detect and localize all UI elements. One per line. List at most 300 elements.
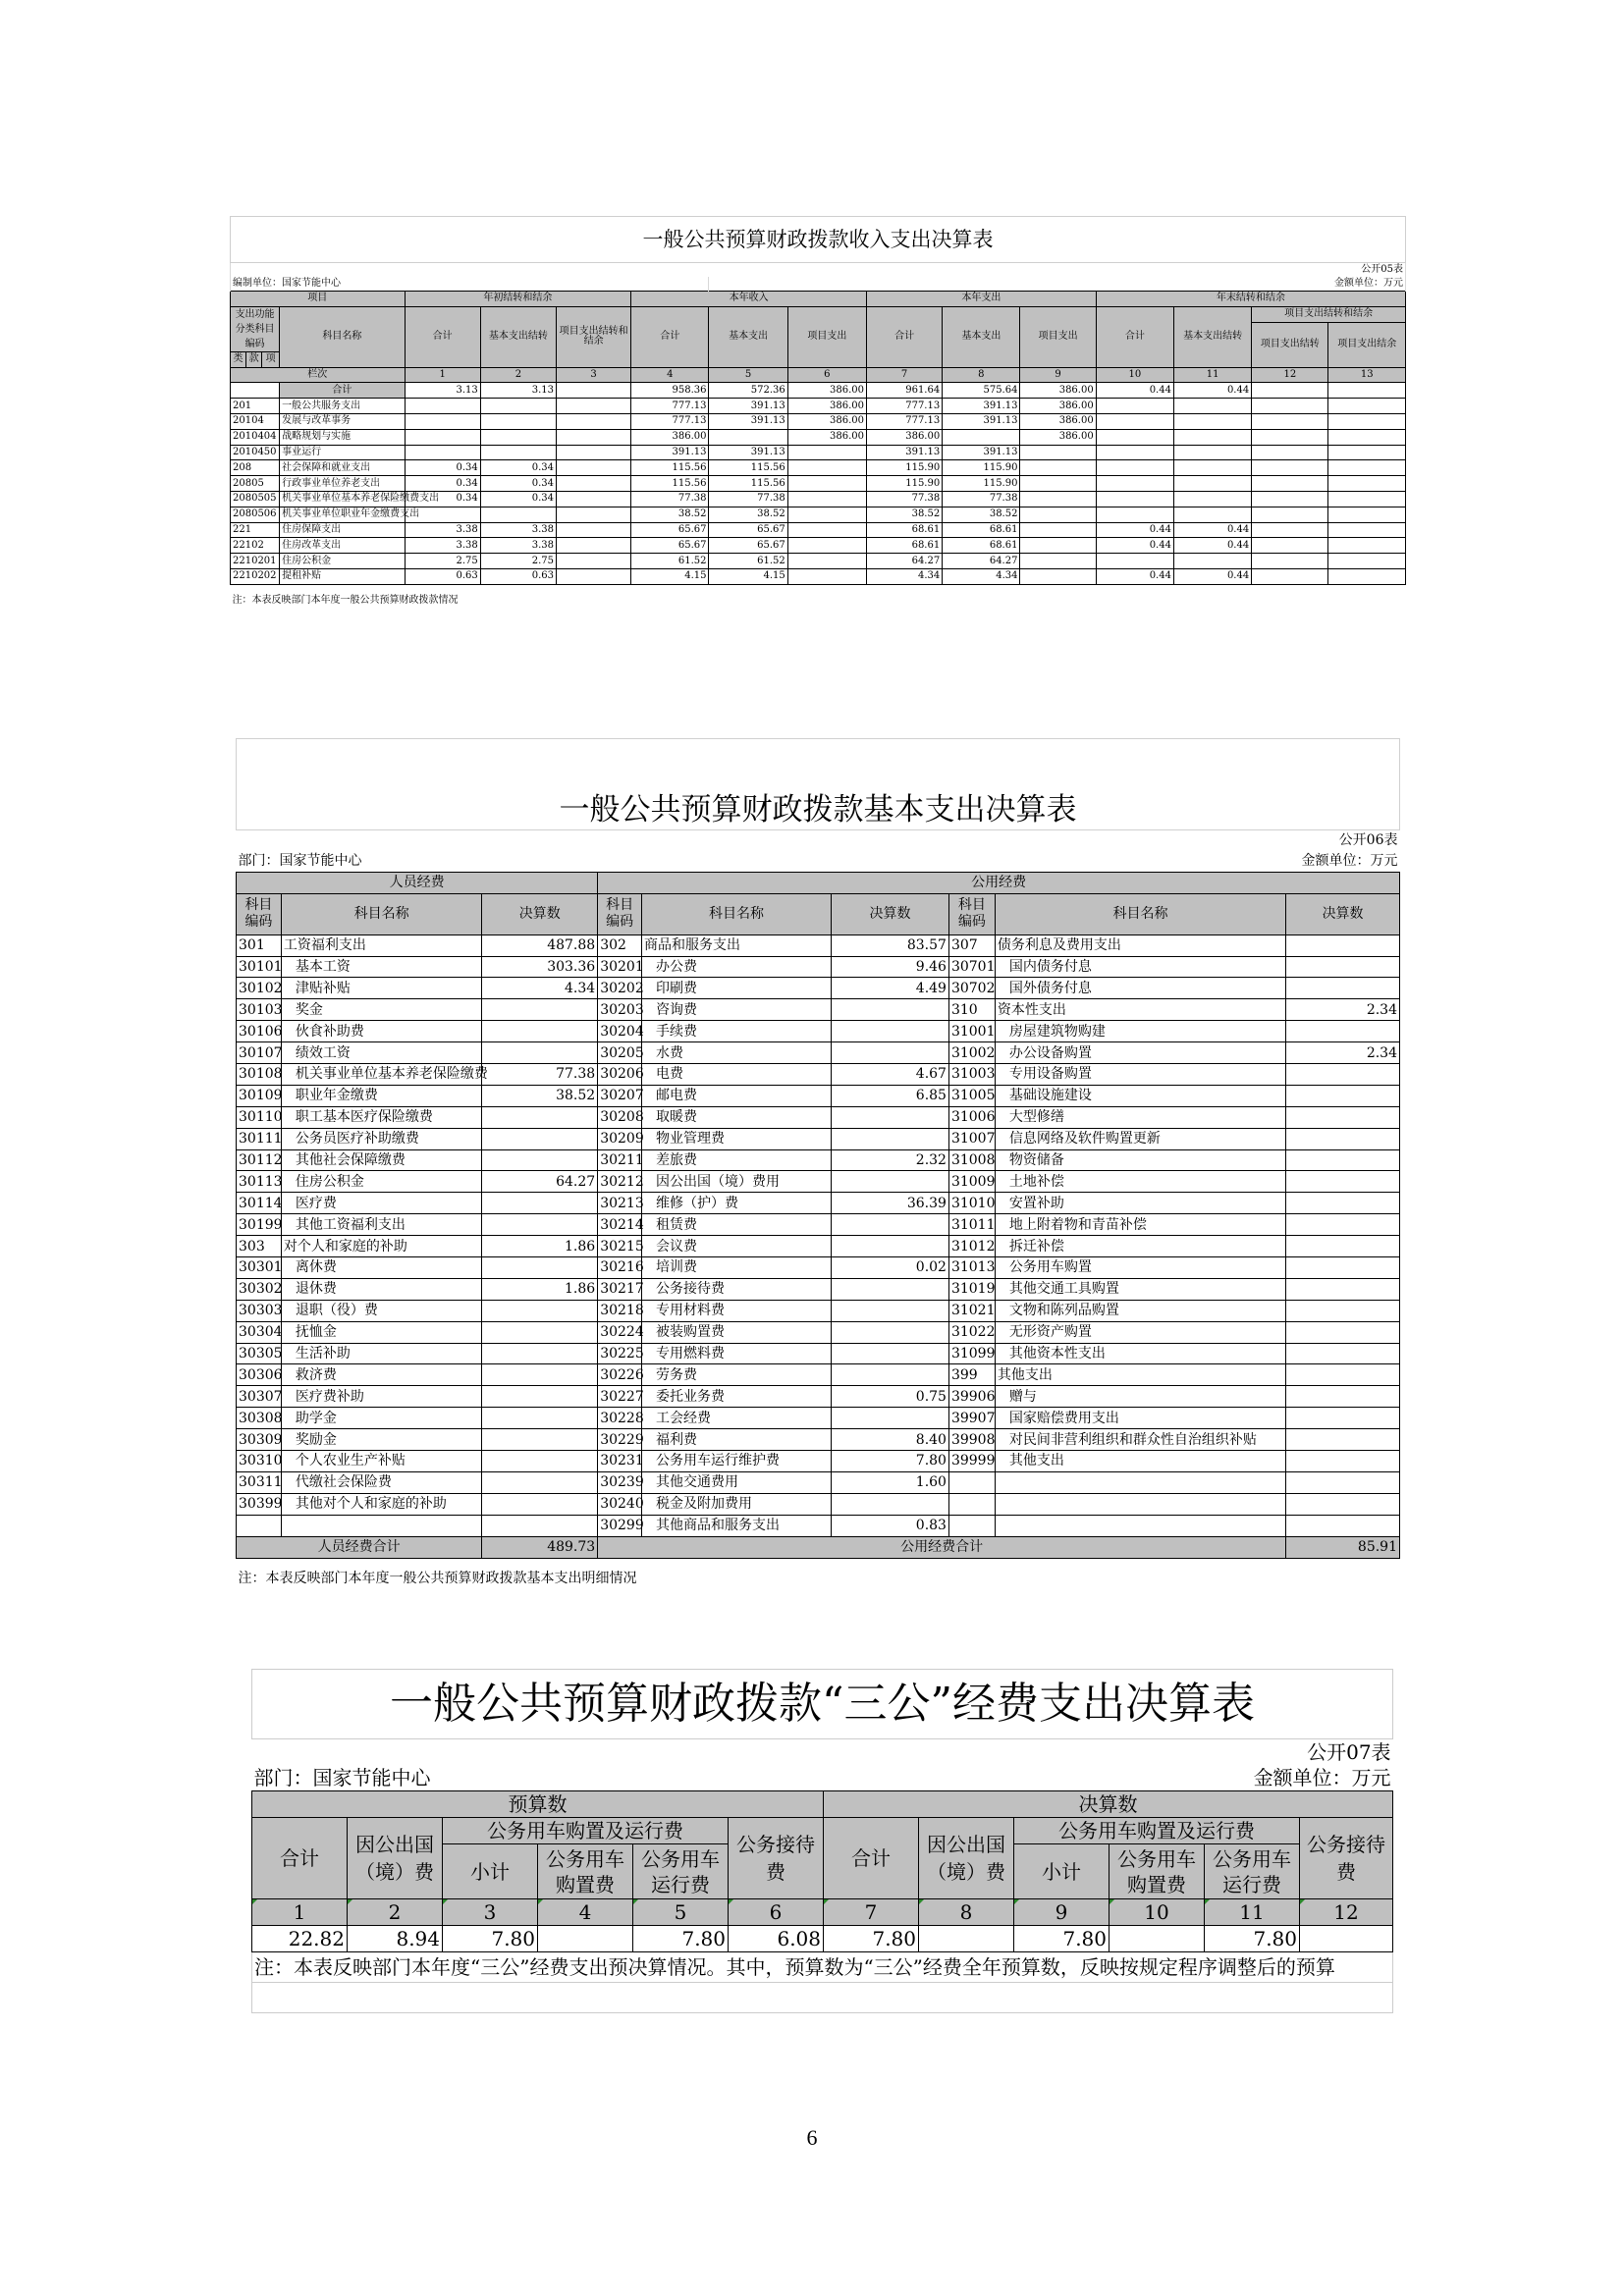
personnel-name: 医疗费: [281, 1193, 481, 1214]
table-row: [237, 999, 1400, 1021]
row-value: 4.15: [631, 568, 709, 584]
table-row: [231, 460, 1406, 476]
personnel-name: 其他工资福利支出: [281, 1214, 481, 1236]
row-value: [557, 399, 631, 414]
row-value: 0.34: [480, 491, 556, 507]
public-name: 其他支出: [995, 1364, 1285, 1386]
public-amount: 0.02: [832, 1257, 949, 1279]
table-row: [237, 1257, 1400, 1279]
row-value: 115.56: [631, 476, 709, 492]
personnel-total: 489.73: [482, 1536, 598, 1558]
public-name: 资本性支出: [995, 999, 1285, 1021]
public-name: 其他交通工具购置: [995, 1278, 1285, 1300]
public-name: 房屋建筑物购建: [995, 1021, 1285, 1042]
personnel-name: 代缴社会保险费: [281, 1471, 481, 1493]
row-value: [557, 413, 631, 429]
header-expense: 本年支出: [866, 292, 1096, 307]
personnel-amount: [482, 1429, 598, 1451]
row-value: [1173, 399, 1251, 414]
row-value: [1173, 507, 1251, 522]
column-number: 3: [443, 1899, 538, 1926]
row-value: 0.44: [1173, 522, 1251, 538]
row-value: [1020, 476, 1096, 492]
table-row: [231, 445, 1406, 460]
row-value: 961.64: [866, 383, 942, 399]
public-code: 31009: [948, 1171, 995, 1193]
header-proj-jz: 项目支出结转: [1252, 322, 1328, 367]
row-code: 20805: [231, 476, 280, 492]
header-basic-closing: 基本支出结转: [1173, 306, 1251, 367]
personnel-code: 30112: [237, 1149, 282, 1171]
row-value: 65.67: [709, 522, 787, 538]
row-value: [787, 507, 866, 522]
public-name: 办公费: [642, 956, 832, 978]
row-value: [787, 568, 866, 584]
public-name: [995, 1515, 1285, 1536]
public-amount: [832, 1171, 949, 1193]
row-name: 住房改革支出: [280, 538, 405, 554]
public-total-label: 公用经费合计: [598, 1536, 1286, 1558]
public-name: 因公出国（境）费用: [642, 1171, 832, 1193]
personnel-code: 30113: [237, 1171, 282, 1193]
public-amount: [1286, 978, 1400, 999]
row-value: [1096, 413, 1173, 429]
row-value: 77.38: [631, 491, 709, 507]
personnel-amount: 487.88: [482, 934, 598, 956]
personnel-code: 30108: [237, 1064, 282, 1086]
public-name: 公务用车购置: [995, 1257, 1285, 1279]
personnel-name: 退职（役）费: [281, 1300, 481, 1321]
public-code: 31011: [948, 1214, 995, 1236]
public-amount: [832, 1128, 949, 1149]
personnel-code: 30109: [237, 1085, 282, 1106]
row-value: [1328, 476, 1406, 492]
public-name: 其他交通费用: [642, 1471, 832, 1493]
row-value: 958.36: [631, 383, 709, 399]
personnel-code: [237, 1515, 282, 1536]
public-amount: [832, 1042, 949, 1064]
header-code: 科目编码: [237, 893, 282, 934]
public-code: 307: [948, 934, 995, 956]
public-name: 咨询费: [642, 999, 832, 1021]
row-value: 777.13: [866, 413, 942, 429]
row-value: 386.00: [787, 399, 866, 414]
personnel-name: 工资福利支出: [281, 934, 481, 956]
public-amount: [1286, 1451, 1400, 1472]
row-value: [1328, 413, 1406, 429]
table-row: [237, 1064, 1400, 1086]
table-title: 一般公共预算财政拨款基本支出决算表: [237, 739, 1400, 830]
personnel-name: 绩效工资: [281, 1042, 481, 1064]
row-value: 77.38: [866, 491, 942, 507]
row-value: 0.44: [1173, 568, 1251, 584]
header-closing: 年末结转和结余: [1096, 292, 1405, 307]
row-value: [1252, 476, 1328, 492]
personnel-name: 奖励金: [281, 1429, 481, 1451]
table-row: [237, 1149, 1400, 1171]
personnel-amount: 303.36: [482, 956, 598, 978]
row-code: 201: [231, 399, 280, 414]
row-value: [1252, 554, 1328, 569]
row-value: 2.75: [405, 554, 480, 569]
row-value: [1328, 399, 1406, 414]
header-name: 科目名称: [642, 893, 832, 934]
personnel-code: 30103: [237, 999, 282, 1021]
row-value: [1173, 429, 1251, 445]
header-purchase: 公务用车购置费: [1110, 1844, 1205, 1899]
public-name: 专用材料费: [642, 1300, 832, 1321]
header-code: 科目编码: [948, 893, 995, 934]
public-amount: 6.85: [832, 1085, 949, 1106]
row-value: 391.13: [943, 413, 1020, 429]
public-name: 印刷费: [642, 978, 832, 999]
personnel-amount: [482, 1471, 598, 1493]
personnel-code: 30106: [237, 1021, 282, 1042]
table-row: [231, 476, 1406, 492]
column-number: 1: [252, 1899, 348, 1926]
public-code: 30226: [598, 1364, 642, 1386]
personnel-amount: [482, 1408, 598, 1429]
public-name: 土地补偿: [995, 1171, 1285, 1193]
public-code: 30216: [598, 1257, 642, 1279]
row-value: [1096, 491, 1173, 507]
public-code: 30208: [598, 1106, 642, 1128]
row-value: 0.44: [1096, 538, 1173, 554]
row-value: 65.67: [631, 538, 709, 554]
row-value: 68.61: [866, 538, 942, 554]
row-value: 386.00: [1020, 383, 1096, 399]
row-value: 391.13: [866, 445, 942, 460]
row-value: [480, 445, 556, 460]
header-xiang: 项: [262, 351, 280, 367]
public-code: [948, 1515, 995, 1536]
row-code: 208: [231, 460, 280, 476]
public-name: 税金及附加费用: [642, 1493, 832, 1515]
table-row: [237, 956, 1400, 978]
row-name: 发展与改革事务: [280, 413, 405, 429]
public-name: 其他资本性支出: [995, 1343, 1285, 1364]
public-code: 31013: [948, 1257, 995, 1279]
personnel-amount: 1.86: [482, 1278, 598, 1300]
row-value: 115.90: [866, 476, 942, 492]
row-name: 行政事业单位养老支出: [280, 476, 405, 492]
header-subject-name: 科目名称: [280, 306, 405, 367]
row-value: 0.63: [480, 568, 556, 584]
row-value: 115.90: [943, 460, 1020, 476]
public-code: 30239: [598, 1471, 642, 1493]
public-code: 30217: [598, 1278, 642, 1300]
column-number: 6: [729, 1899, 824, 1926]
personnel-amount: [482, 1128, 598, 1149]
column-number: 7: [824, 1899, 919, 1926]
public-code: 39907: [948, 1408, 995, 1429]
row-value: 391.13: [943, 399, 1020, 414]
row-code: 22102: [231, 538, 280, 554]
row-value: [557, 429, 631, 445]
public-name: 差旅费: [642, 1149, 832, 1171]
row-value: [787, 460, 866, 476]
public-name: 商品和服务支出: [642, 934, 832, 956]
public-code: 30209: [598, 1128, 642, 1149]
table-code: 公开07表: [1307, 1740, 1391, 1764]
public-amount: [1286, 1364, 1400, 1386]
row-value: [1096, 399, 1173, 414]
public-code: 31008: [948, 1149, 995, 1171]
personnel-amount: [482, 1451, 598, 1472]
public-name: 赠与: [995, 1386, 1285, 1408]
header-budget: 预算数: [252, 1791, 824, 1818]
personnel-name: 伙食补助费: [281, 1021, 481, 1042]
column-number: 8: [919, 1899, 1014, 1926]
row-value: 391.13: [631, 445, 709, 460]
public-code: 31002: [948, 1042, 995, 1064]
public-name: 维修（护）费: [642, 1193, 832, 1214]
personnel-code: 30110: [237, 1106, 282, 1128]
personnel-name: 基本工资: [281, 956, 481, 978]
personnel-amount: [482, 1515, 598, 1536]
public-code: 31012: [948, 1236, 995, 1257]
row-value: [1096, 554, 1173, 569]
public-name: 被装购置费: [642, 1321, 832, 1343]
budget-value: 7.80: [443, 1926, 538, 1952]
table-title: 一般公共预算财政拨款“三公”经费支出决算表: [252, 1670, 1393, 1739]
personnel-code: 30311: [237, 1471, 282, 1493]
public-name: 债务利息及费用支出: [995, 934, 1285, 956]
table-row: [231, 413, 1406, 429]
personnel-amount: [482, 1214, 598, 1236]
public-name: 租赁费: [642, 1214, 832, 1236]
public-amount: [1286, 1214, 1400, 1236]
public-code: 30214: [598, 1214, 642, 1236]
header-item: 项目: [231, 292, 406, 307]
personnel-code: 30305: [237, 1343, 282, 1364]
personnel-amount: [482, 1106, 598, 1128]
public-amount: [1286, 1064, 1400, 1086]
column-number: 10: [1110, 1899, 1205, 1926]
row-value: 68.61: [943, 522, 1020, 538]
row-value: [557, 522, 631, 538]
row-name: 住房保障支出: [280, 522, 405, 538]
public-code: 30701: [948, 956, 995, 978]
row-value: [1252, 399, 1328, 414]
row-name: 机关事业单位基本养老保险缴费支出: [280, 491, 405, 507]
table-row: [237, 1343, 1400, 1364]
column-number: 4: [538, 1899, 633, 1926]
table-title: 一般公共预算财政拨款收入支出决算表: [231, 217, 1406, 263]
public-amount: [1286, 1149, 1400, 1171]
public-code: [948, 1493, 995, 1515]
public-amount: [1286, 1343, 1400, 1364]
row-value: [1020, 491, 1096, 507]
public-amount: [1286, 1171, 1400, 1193]
header-basic-closing: 基本支出结转: [480, 306, 556, 367]
personnel-name: 公务员医疗补助缴费: [281, 1128, 481, 1149]
public-amount: 9.46: [832, 956, 949, 978]
personnel-amount: 4.34: [482, 978, 598, 999]
row-value: [1328, 568, 1406, 584]
row-value: 386.00: [1020, 399, 1096, 414]
public-amount: [1286, 1236, 1400, 1257]
public-amount: [1286, 1257, 1400, 1279]
table-row: [231, 538, 1406, 554]
row-value: [1173, 476, 1251, 492]
personnel-amount: 1.86: [482, 1236, 598, 1257]
budget-value: 7.80: [633, 1926, 729, 1952]
public-name: 福利费: [642, 1429, 832, 1451]
row-value: 115.56: [709, 476, 787, 492]
personnel-code: 301: [237, 934, 282, 956]
personnel-amount: [482, 1364, 598, 1386]
header-total: 合计: [866, 306, 942, 367]
public-code: 31099: [948, 1343, 995, 1364]
public-code: 30215: [598, 1236, 642, 1257]
row-value: [557, 538, 631, 554]
row-value: [1020, 554, 1096, 569]
personnel-code: 30301: [237, 1257, 282, 1279]
personnel-name: 离休费: [281, 1257, 481, 1279]
public-amount: 7.80: [832, 1451, 949, 1472]
personnel-name: 个人农业生产补贴: [281, 1451, 481, 1472]
public-name: 安置补助: [995, 1193, 1285, 1214]
table-row: [237, 1021, 1400, 1042]
column-number: 12: [1252, 367, 1328, 383]
personnel-code: 30308: [237, 1408, 282, 1429]
header-abroad: 因公出国（境）费: [919, 1818, 1014, 1899]
row-value: [1020, 522, 1096, 538]
public-amount: [832, 1300, 949, 1321]
table-row: [237, 978, 1400, 999]
public-amount: [832, 1278, 949, 1300]
header-personnel: 人员经费: [237, 872, 598, 893]
row-code: [231, 383, 280, 399]
row-value: 61.52: [709, 554, 787, 569]
header-subtotal: 小计: [1014, 1844, 1110, 1899]
row-value: [557, 554, 631, 569]
row-value: [1328, 429, 1406, 445]
row-value: [1252, 538, 1328, 554]
public-amount: [1286, 1193, 1400, 1214]
personnel-name: 救济费: [281, 1364, 481, 1386]
row-value: [943, 429, 1020, 445]
row-value: 391.13: [943, 445, 1020, 460]
public-code: 31001: [948, 1021, 995, 1042]
table-row: [237, 1471, 1400, 1493]
header-basic: 基本支出: [709, 306, 787, 367]
column-number: 2: [348, 1899, 443, 1926]
row-value: [787, 445, 866, 460]
header-opening: 年初结转和结余: [405, 292, 631, 307]
row-value: [1096, 429, 1173, 445]
public-amount: 0.75: [832, 1386, 949, 1408]
personnel-code: 30114: [237, 1193, 282, 1214]
column-number: 13: [1328, 367, 1406, 383]
personnel-name: 退休费: [281, 1278, 481, 1300]
row-value: [787, 538, 866, 554]
public-code: 30207: [598, 1085, 642, 1106]
public-name: 物资储备: [995, 1149, 1285, 1171]
public-name: 专用设备购置: [995, 1064, 1285, 1086]
header-amount: 决算数: [1286, 893, 1400, 934]
header-abroad: 因公出国（境）费: [348, 1818, 443, 1899]
basic-expense-table: [236, 738, 1400, 1598]
row-value: 391.13: [709, 413, 787, 429]
header-purchase: 公务用车购置费: [538, 1844, 633, 1899]
public-code: 30203: [598, 999, 642, 1021]
dept-label: 部门：国家节能中心: [238, 853, 362, 870]
personnel-code: 30111: [237, 1128, 282, 1149]
row-value: [1252, 460, 1328, 476]
public-name: 公务用车运行维护费: [642, 1451, 832, 1472]
budget-value: 7.80: [824, 1926, 919, 1952]
row-value: 38.52: [709, 507, 787, 522]
three-public-table: [251, 1669, 1393, 2013]
public-code: 31003: [948, 1064, 995, 1086]
table-row: [231, 568, 1406, 584]
public-name: 邮电费: [642, 1085, 832, 1106]
row-value: 777.13: [866, 399, 942, 414]
budget-value: [1110, 1926, 1205, 1952]
personnel-name: 生活补助: [281, 1343, 481, 1364]
public-amount: [1286, 1085, 1400, 1106]
header-income: 本年收入: [631, 292, 867, 307]
personnel-amount: [482, 1386, 598, 1408]
row-value: 386.00: [631, 429, 709, 445]
row-code: 2210201: [231, 554, 280, 569]
table-row: [237, 1236, 1400, 1257]
public-amount: 83.57: [832, 934, 949, 956]
row-name: 合计: [280, 383, 405, 399]
row-value: [1173, 554, 1251, 569]
public-amount: [1286, 1128, 1400, 1149]
row-value: 64.27: [866, 554, 942, 569]
row-value: 386.00: [1020, 429, 1096, 445]
personnel-name: 职业年金缴费: [281, 1085, 481, 1106]
personnel-amount: [482, 1257, 598, 1279]
header-lanci: 栏次: [231, 367, 406, 383]
personnel-name: 其他对个人和家庭的补助: [281, 1493, 481, 1515]
blank-row: [252, 1983, 1393, 2013]
row-value: [1328, 538, 1406, 554]
personnel-name: 助学金: [281, 1408, 481, 1429]
row-value: [557, 568, 631, 584]
row-name: 提租补贴: [280, 568, 405, 584]
header-func-code: 支出功能分类科目编码: [231, 306, 280, 351]
public-name: 基础设施建设: [995, 1085, 1285, 1106]
public-code: 39906: [948, 1386, 995, 1408]
personnel-code: 30303: [237, 1300, 282, 1321]
public-name: 其他商品和服务支出: [642, 1515, 832, 1536]
row-value: 386.00: [787, 383, 866, 399]
header-vehicle: 公务用车购置及运行费: [1014, 1818, 1300, 1844]
table-row: [231, 554, 1406, 569]
row-value: 0.34: [405, 460, 480, 476]
row-value: 115.56: [709, 460, 787, 476]
public-code: 30202: [598, 978, 642, 999]
public-amount: 1.60: [832, 1471, 949, 1493]
row-value: 386.00: [787, 413, 866, 429]
row-value: 4.34: [943, 568, 1020, 584]
row-name: 一般公共服务支出: [280, 399, 405, 414]
public-code: 31005: [948, 1085, 995, 1106]
row-value: 4.34: [866, 568, 942, 584]
row-value: [787, 522, 866, 538]
row-value: [1328, 445, 1406, 460]
row-value: 0.34: [405, 476, 480, 492]
public-code: 30702: [948, 978, 995, 999]
public-amount: [832, 1493, 949, 1515]
budget-value: 7.80: [1014, 1926, 1110, 1952]
public-name: 信息网络及软件购置更新: [995, 1128, 1285, 1149]
